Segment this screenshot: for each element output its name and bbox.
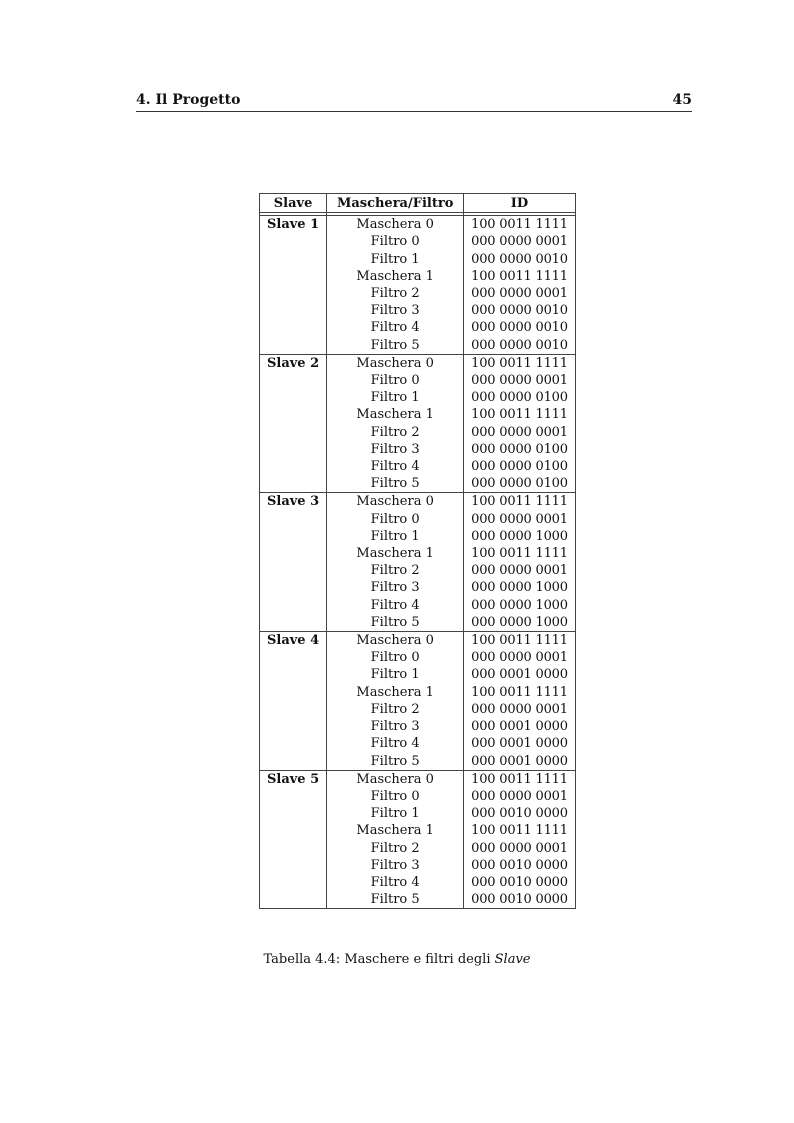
maschera-filtro-cell: Filtro 0 [327,233,464,250]
maschera-filtro-cell: Maschera 1 [327,822,464,839]
slave-cell [260,337,327,355]
slave-cell [260,735,327,752]
slave-cell [260,874,327,891]
table-row [260,216,576,234]
maschera-filtro-cell: Filtro 4 [327,597,464,614]
table-row [260,337,576,355]
slave-cell [260,389,327,406]
table-row [260,805,576,822]
maschera-filtro-cell: Filtro 2 [327,701,464,718]
table-row [260,718,576,735]
table-row [260,840,576,857]
id-cell: 100 0011 1111 [464,268,576,285]
table-row [260,493,576,511]
id-cell: 000 0010 0000 [464,857,576,874]
slave-cell [260,788,327,805]
maschera-filtro-cell: Filtro 0 [327,788,464,805]
id-cell: 100 0011 1111 [464,822,576,839]
table-row [260,632,576,650]
page-number: 45 [672,92,692,108]
maschera-filtro-cell: Filtro 0 [327,372,464,389]
slave-cell [260,684,327,701]
slave-cell [260,372,327,389]
table-row [260,684,576,701]
id-cell: 000 0000 1000 [464,579,576,596]
slave-cell: Slave 1 [260,216,327,234]
maschera-filtro-cell: Maschera 0 [327,632,464,650]
slave-cell [260,891,327,909]
table-row [260,891,576,909]
table-row [260,458,576,475]
id-cell: 000 0000 0010 [464,337,576,355]
id-cell: 100 0011 1111 [464,354,576,372]
slave-cell [260,840,327,857]
table-row [260,701,576,718]
maschera-filtro-cell: Filtro 4 [327,458,464,475]
table-row [260,528,576,545]
maschera-filtro-cell: Filtro 1 [327,251,464,268]
slave-cell [260,233,327,250]
maschera-filtro-cell: Filtro 3 [327,718,464,735]
running-header [136,91,692,112]
id-cell: 000 0010 0000 [464,874,576,891]
caption-emphasis: Slave [494,952,531,967]
slave-cell [260,649,327,666]
id-cell: 000 0000 0100 [464,475,576,493]
maschera-filtro-cell: Filtro 2 [327,424,464,441]
table-row [260,649,576,666]
id-cell: 000 0000 0010 [464,302,576,319]
maschera-filtro-cell: Filtro 5 [327,614,464,632]
id-cell: 000 0000 0100 [464,441,576,458]
maschera-filtro-cell: Filtro 4 [327,874,464,891]
slave-cell [260,251,327,268]
id-cell: 000 0001 0000 [464,666,576,683]
maschera-filtro-cell: Filtro 3 [327,441,464,458]
maschera-filtro-cell: Filtro 5 [327,891,464,909]
table-row [260,285,576,302]
maschera-filtro-cell: Filtro 5 [327,337,464,355]
id-cell: 000 0001 0000 [464,735,576,752]
slave-cell: Slave 5 [260,770,327,788]
id-cell: 000 0000 0010 [464,251,576,268]
slave-cell [260,562,327,579]
id-cell: 000 0000 0001 [464,511,576,528]
table-row [260,822,576,839]
slave-cell [260,424,327,441]
slave-cell [260,857,327,874]
table-row [260,233,576,250]
table-row [260,406,576,423]
table-row [260,511,576,528]
slave-cell [260,302,327,319]
id-cell: 000 0001 0000 [464,718,576,735]
slave-cell: Slave 2 [260,354,327,372]
table-caption [0,952,794,967]
column-header-maschera-filtro: Maschera/Filtro [327,194,464,213]
id-cell: 100 0011 1111 [464,216,576,234]
maschera-filtro-cell: Maschera 0 [327,493,464,511]
slave-cell [260,511,327,528]
table-row [260,424,576,441]
id-cell: 000 0000 0001 [464,649,576,666]
maschera-filtro-cell: Filtro 2 [327,840,464,857]
slave-cell [260,614,327,632]
slave-cell [260,528,327,545]
id-cell: 000 0000 0001 [464,233,576,250]
id-cell: 100 0011 1111 [464,632,576,650]
slave-cell [260,475,327,493]
table-row [260,614,576,632]
id-cell: 000 0000 0010 [464,319,576,336]
slave-cell [260,753,327,771]
id-cell: 000 0000 0001 [464,788,576,805]
id-cell: 000 0000 1000 [464,597,576,614]
maschera-filtro-cell: Maschera 1 [327,406,464,423]
maschera-filtro-cell: Filtro 3 [327,579,464,596]
slave-cell [260,822,327,839]
maschera-filtro-cell: Filtro 3 [327,302,464,319]
maschera-filtro-cell: Filtro 4 [327,319,464,336]
maschera-filtro-cell: Filtro 2 [327,562,464,579]
table-row [260,251,576,268]
id-cell: 000 0000 0001 [464,562,576,579]
table-row [260,268,576,285]
column-header-id: ID [464,194,576,213]
id-cell: 000 0000 0001 [464,372,576,389]
maschera-filtro-cell: Filtro 1 [327,666,464,683]
maschera-filtro-cell: Maschera 0 [327,354,464,372]
slave-cell [260,579,327,596]
maschera-filtro-cell: Maschera 1 [327,545,464,562]
maschera-filtro-cell: Maschera 1 [327,684,464,701]
slave-cell [260,545,327,562]
slave-cell [260,268,327,285]
table-row [260,770,576,788]
chapter-title: 4. Il Progetto [136,92,241,108]
table-body [260,216,576,909]
maschera-filtro-cell: Filtro 1 [327,805,464,822]
table-row [260,545,576,562]
table-row [260,319,576,336]
id-cell: 000 0010 0000 [464,891,576,909]
maschera-filtro-cell: Filtro 0 [327,511,464,528]
id-cell: 000 0000 1000 [464,614,576,632]
maschera-filtro-cell: Filtro 4 [327,735,464,752]
slave-cell [260,285,327,302]
table-row [260,389,576,406]
caption-text: Tabella 4.4: Maschere e filtri degli [263,952,495,967]
slave-cell: Slave 3 [260,493,327,511]
maschera-filtro-cell: Filtro 1 [327,528,464,545]
id-cell: 000 0000 0100 [464,458,576,475]
id-cell: 000 0000 0100 [464,389,576,406]
table-row [260,666,576,683]
table-header-row [260,194,576,213]
column-header-slave: Slave [260,194,327,213]
id-cell: 000 0010 0000 [464,805,576,822]
slave-cell [260,319,327,336]
table-row [260,857,576,874]
id-cell: 100 0011 1111 [464,770,576,788]
slave-cell [260,805,327,822]
id-cell: 000 0000 0001 [464,285,576,302]
id-cell: 100 0011 1111 [464,684,576,701]
table-row [260,354,576,372]
slave-cell [260,597,327,614]
maschera-filtro-cell: Maschera 0 [327,216,464,234]
slave-cell: Slave 4 [260,632,327,650]
table-row [260,475,576,493]
maschera-filtro-cell: Filtro 5 [327,475,464,493]
table-row [260,788,576,805]
table-row [260,579,576,596]
table-row [260,562,576,579]
slave-cell [260,701,327,718]
id-cell: 100 0011 1111 [464,406,576,423]
slave-cell [260,441,327,458]
maschera-filtro-cell: Filtro 1 [327,389,464,406]
table-row [260,372,576,389]
slave-cell [260,406,327,423]
table-row [260,874,576,891]
slave-cell [260,666,327,683]
maschera-filtro-cell: Maschera 0 [327,770,464,788]
id-cell: 000 0000 0001 [464,424,576,441]
table-row [260,302,576,319]
maschera-filtro-cell: Filtro 5 [327,753,464,771]
table-row [260,597,576,614]
id-cell: 100 0011 1111 [464,545,576,562]
id-cell: 100 0011 1111 [464,493,576,511]
id-cell: 000 0001 0000 [464,753,576,771]
slave-cell [260,458,327,475]
id-cell: 000 0000 0001 [464,840,576,857]
maschera-filtro-cell: Filtro 2 [327,285,464,302]
masks-filters-table [259,193,576,909]
slave-cell [260,718,327,735]
id-cell: 000 0000 0001 [464,701,576,718]
table-row [260,753,576,771]
table-row [260,735,576,752]
maschera-filtro-cell: Filtro 0 [327,649,464,666]
id-cell: 000 0000 1000 [464,528,576,545]
table-row [260,441,576,458]
maschera-filtro-cell: Filtro 3 [327,857,464,874]
maschera-filtro-cell: Maschera 1 [327,268,464,285]
